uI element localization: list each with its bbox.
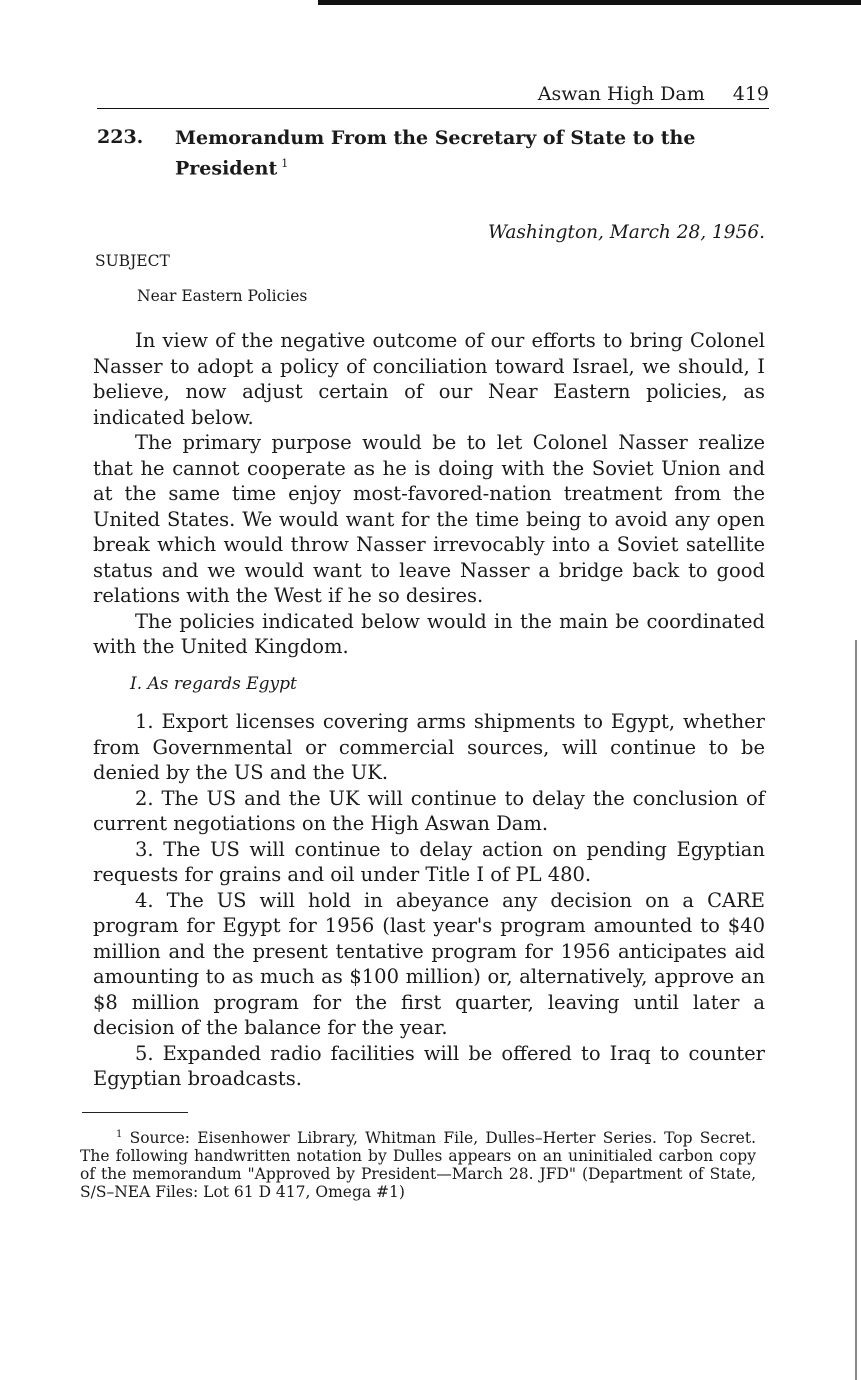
document-title — [175, 126, 735, 181]
footnote-rule — [82, 1112, 188, 1113]
page-right-edge — [855, 640, 857, 1380]
running-head — [97, 82, 769, 109]
document-title-text: Memorandum From the Secretary of State to the President — [175, 127, 696, 180]
section-heading: I. As regards Egypt — [130, 673, 297, 694]
numbered-item: 3. The US will continue to delay action on pending Egyptian requests for grains and oil under Title I of PL 480. — [93, 837, 765, 886]
numbered-item: 5. Expanded radio facilities will be offered to Iraq to counter Egyptian broadcasts. — [93, 1041, 765, 1090]
footnote — [80, 1126, 756, 1201]
numbered-item: 4. The US will hold in abeyance any decision on a CARE program for Egypt for 1956 (last year's program amounted to $40 million and the present tentative program for 1956 anticipates aid amounting to as much as $100 million) or, alternatively, approve an $8 million program for the first quarter, leaving until later a decision of the balance for the year. — [93, 888, 765, 1039]
numbered-item: 1. Export licenses covering arms shipments to Egypt, whether from Governmental or commercial sources, will continue to be denied by the US and the UK. — [93, 710, 765, 784]
title-footnote-mark: 1 — [281, 157, 289, 170]
subject-label: SUBJECT — [95, 252, 170, 270]
footnote-text: Source: Eisenhower Library, Whitman File, Dulles–Herter Series. Top Secret. The following handwritten notation by Dulles appears on an uninitialed carbon copy of the memorandum "Approved by President—March 28. JFD" (Department of State, S/S–NEA Files: Lot 61 D 417, Omega #1) — [80, 1129, 756, 1202]
dateline: Washington, March 28, 1956. — [487, 222, 765, 243]
body-paragraph: In view of the negative outcome of our efforts to bring Colonel Nasser to adopt a policy of conciliation toward Israel, we should, I believe, now adjust certain of our Near Eastern policies, as indicated below. — [93, 329, 765, 429]
footnote-mark: 1 — [116, 1129, 123, 1140]
numbered-item: 2. The US and the UK will continue to delay the conclusion of current negotiations on the High Aswan Dam. — [93, 786, 765, 835]
subject-text: Near Eastern Policies — [137, 287, 308, 305]
memo-body — [93, 328, 765, 1092]
document-number: 223. — [97, 126, 144, 148]
body-paragraph: The policies indicated below would in the main be coordinated with the United Kingdom. — [93, 609, 765, 658]
page-top-edge — [318, 0, 861, 5]
page-number: 419 — [732, 83, 769, 105]
running-head-title: Aswan High Dam — [537, 83, 705, 105]
body-paragraph: The primary purpose would be to let Colonel Nasser realize that he cannot cooperate as he is doing with the Soviet Union and at the same time enjoy most-favored-nation treatment from the United States. We would want for the time being to avoid any open break which would throw Nasser irrevocably into a Soviet satellite status and we would want to leave Nasser a bridge back to good relations with the West if he so desires. — [93, 431, 765, 607]
